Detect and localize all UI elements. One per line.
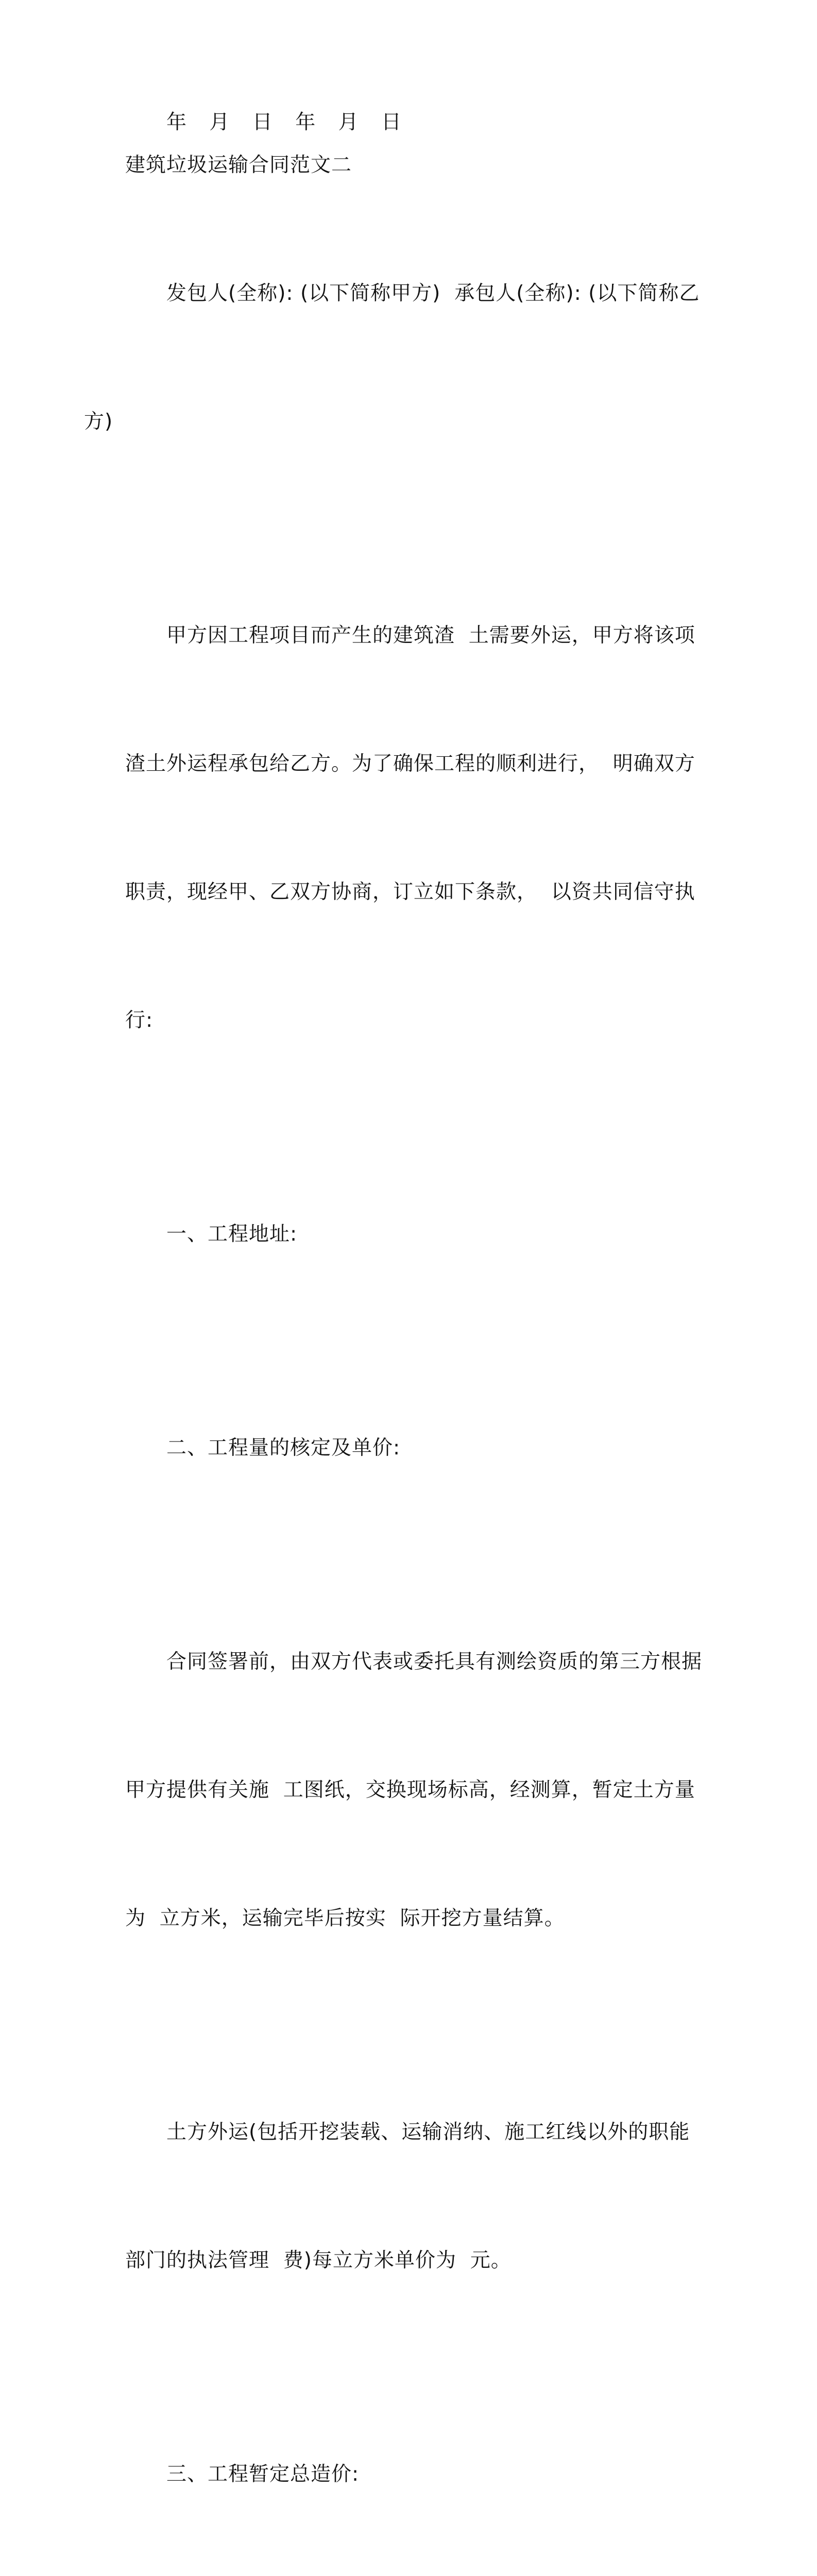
paragraph-parties (84, 187, 702, 529)
paragraph-line: 合同签署前，由双方代表或委托具有测绘资质的第三方根据 (166, 1650, 703, 1673)
paragraph-line: 甲方提供有关施 工图纸，交换现场标高，经测算，暂定土方量 (125, 1778, 695, 1802)
paragraph-line: 行: (125, 1009, 154, 1032)
paragraph-line: 甲方因工程项目而产生的建筑渣 土需要外运，甲方将该项 (166, 624, 695, 647)
section-heading-address (125, 1127, 702, 1341)
document-title: 建筑垃圾运输合同范文二 (125, 154, 352, 177)
paragraph-line: 职责，现经甲、乙双方协商，订立如下条款， 以资共同信守执 (125, 880, 695, 904)
paragraph-line: 部门的执法管理 费)每立方米单价为 元。 (125, 2249, 512, 2272)
paragraph-quantity (125, 1555, 702, 2025)
paragraph-intro (125, 529, 702, 1127)
paragraph-line: 土方外运(包括开挖装载、运输消纳、施工红线以外的职能 (166, 2121, 690, 2144)
paragraph-line: 二、工程量的核定及单价: (166, 1436, 401, 1460)
section-heading-total-cost (125, 2367, 702, 2576)
document-body (84, 101, 703, 2576)
paragraph-line: 为 立方米，运输完毕后按实 际开挖方量结算。 (125, 1907, 565, 1930)
paragraph-line: 一、工程地址: (166, 1223, 298, 1246)
date-line: 年 月 日 年 月 日 (166, 111, 410, 134)
paragraph-line: 三、工程暂定总造价: (166, 2463, 360, 2486)
paragraph-line: 发包人(全称): (以下简称甲方) 承包人(全称): (以下简称乙 (166, 282, 700, 305)
paragraph-line: 方) (84, 410, 113, 433)
paragraph-line: 渣土外运程承包给乙方。为了确保工程的顺利进行， 明确双方 (125, 752, 695, 775)
paragraph-unit-price (125, 2025, 702, 2367)
section-heading-quantity (125, 1341, 702, 1555)
